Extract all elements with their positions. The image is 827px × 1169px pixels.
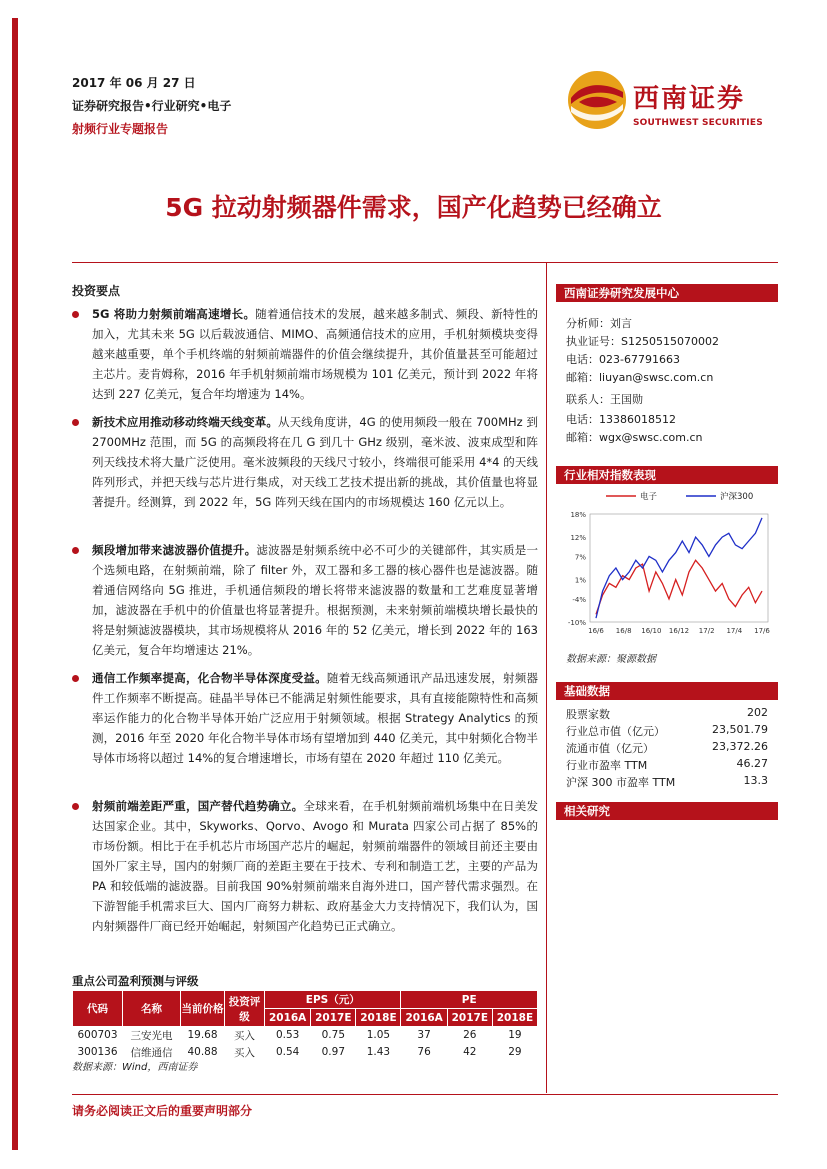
- plot-frame: [590, 514, 768, 622]
- analyst-phone: 电话：023-67791663: [566, 353, 680, 366]
- table-cell: 600703: [77, 1029, 118, 1042]
- table-cell: 37: [417, 1029, 431, 1042]
- table-title: 重点公司盈利预测与评级: [72, 974, 199, 988]
- report-category: 证券研究报告•行业研究•电子: [72, 99, 232, 113]
- col-code: 代码: [73, 991, 123, 1027]
- bullet-dot: [72, 547, 79, 554]
- table-cell: 42: [463, 1046, 477, 1058]
- table-cell: 40.88: [187, 1046, 218, 1058]
- paragraph-lead: 频段增加带来滤波器价值提升。: [92, 543, 257, 557]
- x-tick-label: 17/4: [726, 627, 743, 635]
- col-pe-group: PE: [401, 991, 538, 1009]
- basic-data-value: 202: [747, 706, 768, 719]
- y-tick-label: 18%: [570, 511, 586, 519]
- analyst-email[interactable]: 邮箱：liuyan@swsc.com.cn: [566, 371, 714, 384]
- y-tick-label: 12%: [570, 534, 586, 543]
- table-cell: 1.05: [366, 1029, 391, 1042]
- contact-phone: 电话：13386018512: [566, 413, 676, 426]
- basic-data-row: [566, 757, 768, 773]
- basic-data-label: 行业总市值（亿元）: [566, 725, 665, 738]
- chart-source: 数据来源：聚源数据: [566, 654, 656, 665]
- x-tick-label: 16/8: [615, 627, 632, 635]
- x-tick-label: 16/12: [668, 627, 690, 635]
- contact-email[interactable]: 邮箱：wgx@swsc.com.cn: [566, 431, 703, 444]
- basic-data-row: [566, 740, 768, 756]
- basic-data-value: 13.3: [743, 774, 768, 787]
- table-cell: 300136: [77, 1046, 118, 1058]
- table-cell: 0.54: [275, 1046, 300, 1058]
- col-year: 2016A: [401, 1009, 447, 1027]
- col-rating: 投资评级: [225, 991, 265, 1027]
- paragraph-body: 随着通信技术的发展，越来越多制式、频段、新特性的加入，尤其未来 5G 以后载波通信、MIMO、高频通信技术的应用，手机射频模块变得越来越重要，单个手机终端的射频前端器件的价值会继续提升，其价值量甚至可能超过主芯片。麦肯姆称，2016 年手机射频前端市场规模为 101 亿美元，预计到 2022 年将达到 227 亿美元，复合年均增速为 14%。: [92, 307, 539, 401]
- col-year: 2017E: [447, 1009, 492, 1027]
- chart-legend: [606, 491, 753, 502]
- table-cell: 0.97: [321, 1046, 346, 1058]
- paragraph-5g-growth: [72, 304, 538, 404]
- col-name: 名称: [123, 991, 181, 1027]
- table-cell: 买入: [234, 1029, 255, 1042]
- chart-axes: [568, 511, 770, 635]
- x-tick-label: 16/6: [588, 627, 604, 635]
- table-cell: 0.53: [275, 1029, 300, 1042]
- basic-data-label: 行业市盈率 TTM: [566, 759, 648, 772]
- paragraph-lead: 新技术应用推动移动终端天线变革。: [92, 415, 278, 429]
- paragraph-lead: 射频前端差距严重，国产替代趋势确立。: [92, 799, 304, 813]
- legend-label: 电子: [640, 492, 658, 502]
- index-performance-banner: 行业相对指数表现: [556, 466, 778, 484]
- contact-name: 联系人：王国勋: [566, 393, 643, 406]
- table-cell: 29: [508, 1046, 522, 1058]
- basic-data-value: 23,501.79: [712, 723, 768, 736]
- series-line: [596, 560, 762, 614]
- col-price: 当前价格: [181, 991, 225, 1027]
- paragraph-lead: 通信工作频率提高，化合物半导体深度受益。: [92, 671, 327, 685]
- x-tick-label: 17/2: [698, 627, 715, 635]
- table-cell: 三安光电: [130, 1029, 173, 1042]
- table-cell: 0.75: [321, 1029, 346, 1042]
- bullet-dot: [72, 311, 79, 318]
- y-tick-label: -4%: [572, 595, 586, 604]
- y-tick-label: 7%: [574, 553, 586, 562]
- col-year: 2016A: [265, 1009, 311, 1027]
- paragraph-body: 随着无线高频通讯产品迅速发展，射频器件工作频率不断提高。硅晶半导体已不能满足射频性能要求，具有直接能隙特性和高频率运作能力的化合物半导体开始广泛应用于射频领域。根据 Strategy Analytics 的预测，2016 年至 2020 年化合物半导体市场有望增加到 440 亿美元，其中射频化合物半导体市场将以超过 14%的复合增速增长，市场有望在 2020 年超过 110 亿美元。: [92, 671, 539, 765]
- table-cell: 19.68: [187, 1029, 218, 1042]
- logo-emblem-icon: [565, 68, 629, 132]
- report-date: 2017 年 06 月 27 日: [72, 76, 196, 90]
- paragraph-body: 从天线角度讲，4G 的使用频段一般在 700MHz 到 2700MHz 范围，而 5G 的高频段将在几 G 到几十 GHz 级别，毫米波、波束成型和阵列天线技术将大量广泛使用。毫米波频段的天线尺寸较小，终端很可能采用 4*4 的天线阵列形式，并把天线与芯片进行集成，对天线工艺技术提出新的挑战，其价值量也将显著提升。经测算，到 2022 年，5G 阵列天线在国内的市场规模达 160 亿元以上。: [92, 415, 538, 509]
- paragraph-localization: [72, 796, 538, 936]
- paragraph-body: 滤波器是射频系统中必不可少的关键部件，其实质是一个选频电路，在射频前端，除了 filter 外，双工器和多工器的核心器件也是滤波器。随着通信网络向 5G 推进，手机通信频段的增长将带来滤波器的数量和工艺难度显著增加，滤波器在手机中的价值量也将显著提升。根据预测，未来射频前端模块增长最快的将是射频滤波器模块，其市场规模将从 2016 年的 52 亿美元，增长到 2022 年的 163 亿美元，复合年均增速达 21%。: [92, 543, 538, 657]
- paragraph-compound-semi: [72, 668, 538, 768]
- paragraph-filter: [72, 540, 538, 660]
- paragraph-lead: 5G 将助力射频前端高速增长。: [92, 307, 256, 321]
- basic-data-value: 46.27: [736, 757, 768, 770]
- disclaimer-notice[interactable]: 请务必阅读正文后的重要声明部分: [72, 1104, 253, 1118]
- basic-data-value: 23,372.26: [712, 740, 768, 753]
- legend-label: 沪深300: [720, 492, 754, 502]
- table-body: [73, 1027, 538, 1061]
- table-cell: 76: [417, 1046, 431, 1058]
- col-year: 2017E: [311, 1009, 356, 1027]
- table-cell: 19: [508, 1029, 522, 1042]
- basic-data-label: 沪深 300 市盈率 TTM: [566, 776, 676, 789]
- table-cell: 26: [463, 1029, 477, 1042]
- paragraph-antenna: [72, 412, 538, 512]
- paragraph-body: 全球来看，在手机射频前端机场集中在日美发达国家企业。其中，Skyworks、Qorvo、Avogo 和 Murata 四家公司占据了 85%的市场份额。相比于在手机芯片市场国产芯片的崛起，射频前端器件的领域目前还主要由国外厂家主导，国内的射频厂商的差距主要在于技术、专利和制造工艺，主要的产品为 PA 和较低端的滤波器。目前我国 90%射频前端来自海外进口，国产替代需求强烈。在下游智能手机需求巨大、国内厂商努力耕耘、政府基金大力支持情况下，我们认为，国内射频器件厂商已经开始崛起，射频国产化趋势已正式确立。: [92, 799, 539, 933]
- table-source: 数据来源：Wind，西南证券: [72, 1062, 198, 1073]
- relative-index-chart: [556, 484, 778, 644]
- logo-name-cn: 西南证券: [633, 84, 746, 114]
- chart-lines: [596, 518, 762, 618]
- bullet-dot: [72, 675, 79, 682]
- basic-data-label: 流通市值（亿元）: [566, 742, 654, 755]
- basic-data-label: 股票家数: [566, 708, 610, 721]
- section-heading: 投资要点: [72, 284, 121, 298]
- bullet-dot: [72, 419, 79, 426]
- basic-data-row: [566, 706, 768, 722]
- bullet-dot: [72, 803, 79, 810]
- footer-divider: [72, 1094, 778, 1095]
- basic-data-banner: 基础数据: [556, 682, 778, 700]
- table-row: [73, 1027, 538, 1044]
- analyst-license: 执业证号：S1250515070002: [566, 335, 719, 348]
- y-tick-label: 1%: [574, 576, 586, 585]
- x-tick-label: 16/10: [641, 627, 662, 635]
- col-year: 2018E: [492, 1009, 537, 1027]
- table-cell: 信维通信: [130, 1046, 173, 1059]
- table-cell: 买入: [234, 1046, 255, 1059]
- basic-data-row: [566, 774, 768, 790]
- company-logo: [565, 68, 775, 138]
- col-year: 2018E: [356, 1009, 401, 1027]
- research-center-banner: 西南证券研究发展中心: [556, 284, 778, 302]
- report-title: 5G 拉动射频器件需求，国产化趋势已经确立: [165, 193, 662, 222]
- analyst-name: 分析师：刘言: [566, 317, 632, 330]
- report-subtitle: 射频行业专题报告: [72, 122, 169, 136]
- earnings-forecast-table: [72, 990, 538, 1061]
- column-divider: [546, 263, 547, 1093]
- related-research-banner[interactable]: 相关研究: [556, 802, 778, 820]
- table-cell: 1.43: [366, 1046, 391, 1058]
- y-tick-label: -10%: [567, 619, 586, 627]
- x-tick-label: 17/6: [754, 627, 770, 635]
- logo-name-en: SOUTHWEST SECURITIES: [633, 118, 763, 128]
- col-eps-group: EPS（元）: [265, 991, 401, 1009]
- title-divider: [72, 262, 778, 263]
- basic-data-row: [566, 723, 768, 739]
